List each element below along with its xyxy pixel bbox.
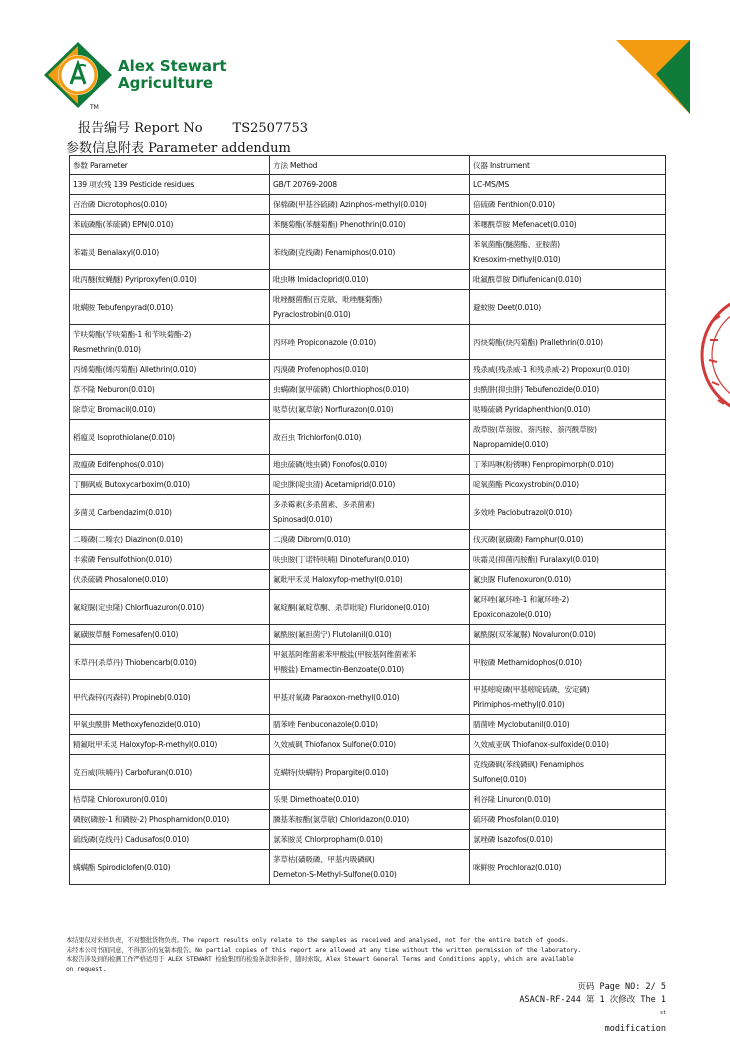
table-row xyxy=(70,290,666,325)
method-cell: 地虫硫磷(地虫磷) Fonofos(0.010) xyxy=(270,455,470,475)
table-row xyxy=(70,175,666,195)
instrument-cell: 久效威亚砜 Thiofanox-sulfoxide(0.010) xyxy=(470,735,666,755)
table-row xyxy=(70,550,666,570)
header-instrument: 仪器 Instrument xyxy=(470,156,666,175)
parameter-cell: 苯霜灵 Benalaxyl(0.010) xyxy=(70,235,270,270)
table-row xyxy=(70,215,666,235)
disclaimer-line: on request. xyxy=(66,965,107,973)
method-cell: 氯苯胺灵 Chlorpropham(0.010) xyxy=(270,830,470,850)
table-row xyxy=(70,400,666,420)
parameter-cell: 除草定 Bromacil(0.010) xyxy=(70,400,270,420)
parameter-cell: 草不隆 Neburon(0.010) xyxy=(70,380,270,400)
instrument-cell: 氟酰脲(双苯氟脲) Novaluron(0.010) xyxy=(470,625,666,645)
table-row xyxy=(70,810,666,830)
parameter-cell: 精氟吡甲禾灵 Haloxyfop-R-methyl(0.010) xyxy=(70,735,270,755)
parameter-cell: 稻瘟灵 Isoprothiolane(0.010) xyxy=(70,420,270,455)
instrument-cell: 氟环唑(氟环唑-1 和氟环唑-2) Epoxiconazole(0.010) xyxy=(470,590,666,625)
method-cell: 氟酰胺(氟担菌宁) Flutolanil(0.010) xyxy=(270,625,470,645)
parameter-cell: 苄呋菊酯(苄呋菊酯-1 和苄呋菊酯-2) Resmethrin(0.010) xyxy=(70,325,270,360)
table-row xyxy=(70,590,666,625)
addendum-title: 参数信息附表 Parameter addendum xyxy=(66,141,291,156)
disclaimer-line: 本报告涉及到的检测工作严格适用于 ALEX STEWART 检验集团的检验条款和条件，随时索取。Alex Stewart General Terms and Conditions apply, which are available xyxy=(66,956,574,964)
instrument-cell: 甲胺磷 Methamidophos(0.010) xyxy=(470,645,666,680)
instrument-cell: 啶氧菌酯 Picoxystrobin(0.010) xyxy=(470,475,666,495)
table-row xyxy=(70,645,666,680)
method-cell: 克螨特(炔螨特) Propargite(0.010) xyxy=(270,755,470,790)
table-row xyxy=(70,325,666,360)
parameter-cell: 丙烯菊酯(烯丙菊酯) Allethrin(0.010) xyxy=(70,360,270,380)
method-cell: 乐果 Dimethoate(0.010) xyxy=(270,790,470,810)
table-row xyxy=(70,570,666,590)
parameter-cell: 枯草隆 Chloroxuron(0.010) xyxy=(70,790,270,810)
instrument-cell: 倍硫磷 Fenthion(0.010) xyxy=(470,195,666,215)
instrument-cell: 硫环磷 Phosfolan(0.010) xyxy=(470,810,666,830)
parameter-table xyxy=(69,155,666,885)
method-cell: 丙环唑 Propiconazole (0.010) xyxy=(270,325,470,360)
instrument-cell: 苯噻酰草胺 Mefenacet(0.010) xyxy=(470,215,666,235)
parameter-cell: 苯硫磷酯(苯硫磷) EPN(0.010) xyxy=(70,215,270,235)
method-cell: 敌百虫 Trichlorfon(0.010) xyxy=(270,420,470,455)
table-row xyxy=(70,680,666,715)
table-row xyxy=(70,380,666,400)
method-cell: 氟啶酮(氟啶草酮、杀草吡啶) Fluridone(0.010) xyxy=(270,590,470,625)
parameter-cell: 克百威(呋喃丹) Carbofuran(0.010) xyxy=(70,755,270,790)
instrument-cell: 避蚊胺 Deet(0.010) xyxy=(470,290,666,325)
instrument-cell: 残杀威(残杀威-1 和残杀威-2) Propoxur(0.010) xyxy=(470,360,666,380)
report-number-value: TS2507753 xyxy=(232,121,309,136)
instrument-cell: 敌草胺(草萘胺、萘丙胺、萘丙酰草胺) Napropamide(0.010) xyxy=(470,420,666,455)
method-cell: 呋虫胺(丁诺特呋喃) Dinotefuran(0.010) xyxy=(270,550,470,570)
table-row xyxy=(70,755,666,790)
instrument-cell: 腈菌唑 Myclobutanil(0.010) xyxy=(470,715,666,735)
method-cell: 吡唑醚菌酯(百克敏、吡唑醚菊酯) Pyraclostrobin(0.010) xyxy=(270,290,470,325)
method-cell: 腈苯唑 Fenbuconazole(0.010) xyxy=(270,715,470,735)
table-row xyxy=(70,850,666,885)
instrument-cell: 利谷隆 Linuron(0.010) xyxy=(470,790,666,810)
disclaimer-line: 未经本公司书面同意，不得部分的复制本报告。No partial copies of this report are allowed at any time without the written permission of the laboratory. xyxy=(66,946,582,954)
instrument-cell: 呋霜灵(抑菌丙胺酯) Furalaxyl(0.010) xyxy=(470,550,666,570)
instrument-cell: 氯唑磷 Isazofos(0.010) xyxy=(470,830,666,850)
logo-line1: Alex Stewart xyxy=(118,57,227,75)
disclaimer-line: 本结果仅对来样负责，不对整批货物负责。The report results only relate to the samples as received and analysed, not for the entire batch of goods. xyxy=(66,937,569,944)
parameter-cell: 甲氧虫酰肼 Methoxyfenozide(0.010) xyxy=(70,715,270,735)
header-method: 方法 Method xyxy=(270,156,470,175)
form-number: ASACN-RF-244 第 1 次修改 The 1 $^{st}$ modification xyxy=(519,995,666,1034)
table-header-row xyxy=(70,156,666,175)
instrument-cell: 甲基嘧啶磷(甲基嘧啶硫磷、安定磷) Pirimiphos-methyl(0.010) xyxy=(470,680,666,715)
report-number-label: 报告编号 Report No xyxy=(78,121,203,136)
method-cell: 多杀霉素(多杀菌素、多杀菌素) Spinosad(0.010) xyxy=(270,495,470,530)
parameter-cell: 丰索磷 Fensulfothion(0.010) xyxy=(70,550,270,570)
report-number xyxy=(78,117,308,136)
table-row xyxy=(70,790,666,810)
method-cell: 苯醚菊酯(苯醚菊酯) Phenothrin(0.010) xyxy=(270,215,470,235)
parameter-cell: 磷胺(磷胺-1 和磷胺-2) Phosphamidon(0.010) xyxy=(70,810,270,830)
table-row xyxy=(70,195,666,215)
table-row xyxy=(70,735,666,755)
table-row xyxy=(70,495,666,530)
trademark-label: TM xyxy=(90,104,99,111)
method-cell: 茅草枯(磺吸磷、甲基内吸磷砜) Demeton-S-Methyl-Sulfone(0.010) xyxy=(270,850,470,885)
company-logo xyxy=(42,40,242,112)
table-row xyxy=(70,420,666,455)
method-cell: 二溴磷 Dibrom(0.010) xyxy=(270,530,470,550)
instrument-cell: 多效唑 Paclobutrazol(0.010) xyxy=(470,495,666,530)
instrument-cell: 丙炔菊酯(炔丙菊酯) Prallethrin(0.010) xyxy=(470,325,666,360)
disclaimer xyxy=(66,936,672,974)
parameter-cell: 百治磷 Dicrotophos(0.010) xyxy=(70,195,270,215)
parameter-cell: 氟啶脲(定虫隆) Chlorfluazuron(0.010) xyxy=(70,590,270,625)
method-cell: 久效威砜 Thiofanox Sulfone(0.010) xyxy=(270,735,470,755)
corner-triangle-icon xyxy=(616,40,690,114)
method-cell: 甲基对氧磷 Paraoxon-methyl(0.010) xyxy=(270,680,470,715)
table-row xyxy=(70,715,666,735)
instrument-cell: 氟虫脲 Flufenoxuron(0.010) xyxy=(470,570,666,590)
page-number: 页码 Page NO: 2/ 5 xyxy=(577,982,666,992)
table-row xyxy=(70,455,666,475)
seal-stamp-icon xyxy=(700,290,730,420)
parameter-cell: 丁酮砜威 Butoxycarboxim(0.010) xyxy=(70,475,270,495)
method-cell: 膦基苯胺酯(氯草敏) Chloridazon(0.010) xyxy=(270,810,470,830)
instrument-cell: 虫酰肼(抑虫肼) Tebufenozide(0.010) xyxy=(470,380,666,400)
parameter-cell: 氟磺胺草醚 Fomesafen(0.010) xyxy=(70,625,270,645)
table-row xyxy=(70,625,666,645)
method-cell: 虫螨磷(氯甲硫磷) Chlorthiophos(0.010) xyxy=(270,380,470,400)
instrument-cell: 苯氧菌酯(醚菌酯、亚胺菌) Kresoxim-methyl(0.010) xyxy=(470,235,666,270)
instrument-cell: 吡氟酰草胺 Diflufenican(0.010) xyxy=(470,270,666,290)
parameter-cell: 禾草丹(杀草丹) Thiobencarb(0.010) xyxy=(70,645,270,680)
method-cell: 保棉磷(甲基谷硫磷) Azinphos-methyl(0.010) xyxy=(270,195,470,215)
instrument-cell: 哒嗪硫磷 Pyridaphenthion(0.010) xyxy=(470,400,666,420)
parameter-cell: 二嗪磷(二嗪农) Diazinon(0.010) xyxy=(70,530,270,550)
method-cell: 哒草伏(氟草敏) Norflurazon(0.010) xyxy=(270,400,470,420)
table-row xyxy=(70,530,666,550)
parameter-cell: 139 项农残 139 Pesticide residues xyxy=(70,175,270,195)
method-cell: 氟吡甲禾灵 Haloxyfop-methyl(0.010) xyxy=(270,570,470,590)
parameter-cell: 螨螨酯 Spirodiclofen(0.010) xyxy=(70,850,270,885)
instrument-cell: 咪鲜胺 Prochloraz(0.010) xyxy=(470,850,666,885)
parameter-cell: 吡螨胺 Tebufenpyrad(0.010) xyxy=(70,290,270,325)
parameter-cell: 硫线磷(克线丹) Cadusafos(0.010) xyxy=(70,830,270,850)
instrument-cell: LC-MS/MS xyxy=(470,175,666,195)
method-cell: 苯线磷(克线磷) Fenamiphos(0.010) xyxy=(270,235,470,270)
method-cell: 甲氨基阿维菌素苯甲酸盐(甲胺基阿维菌素苯 甲酸盐) Emamectin-Benzoate(0.010) xyxy=(270,645,470,680)
logo-line2: Agriculture xyxy=(118,74,214,92)
parameter-cell: 伏杀硫磷 Phosalone(0.010) xyxy=(70,570,270,590)
instrument-cell: 丁苯吗啉(粉锈啉) Fenpropimorph(0.010) xyxy=(470,455,666,475)
instrument-cell: 伐灭磷(氨磺磷) Famphur(0.010) xyxy=(470,530,666,550)
method-cell: GB/T 20769-2008 xyxy=(270,175,470,195)
parameter-cell: 敌瘟磷 Edifenphos(0.010) xyxy=(70,455,270,475)
table-row xyxy=(70,235,666,270)
method-cell: 吡虫啉 Imidacloprid(0.010) xyxy=(270,270,470,290)
table-row xyxy=(70,475,666,495)
parameter-cell: 吡丙醚(蚊蝇醚) Pyriproxyfen(0.010) xyxy=(70,270,270,290)
instrument-cell: 克线磷砜(苯线磷砜) Fenamiphos Sulfone(0.010) xyxy=(470,755,666,790)
logo-emblem-icon xyxy=(42,40,114,110)
table-row xyxy=(70,830,666,850)
header-parameter: 参数 Parameter xyxy=(70,156,270,175)
table-row xyxy=(70,270,666,290)
page-info xyxy=(519,981,666,1036)
parameter-cell: 甲代森锌(丙森锌) Propineb(0.010) xyxy=(70,680,270,715)
parameter-cell: 多菌灵 Carbendazim(0.010) xyxy=(70,495,270,530)
method-cell: 啶虫脒(啶虫清) Acetamiprid(0.010) xyxy=(270,475,470,495)
table-row xyxy=(70,360,666,380)
method-cell: 丙溴磷 Profenophos(0.010) xyxy=(270,360,470,380)
